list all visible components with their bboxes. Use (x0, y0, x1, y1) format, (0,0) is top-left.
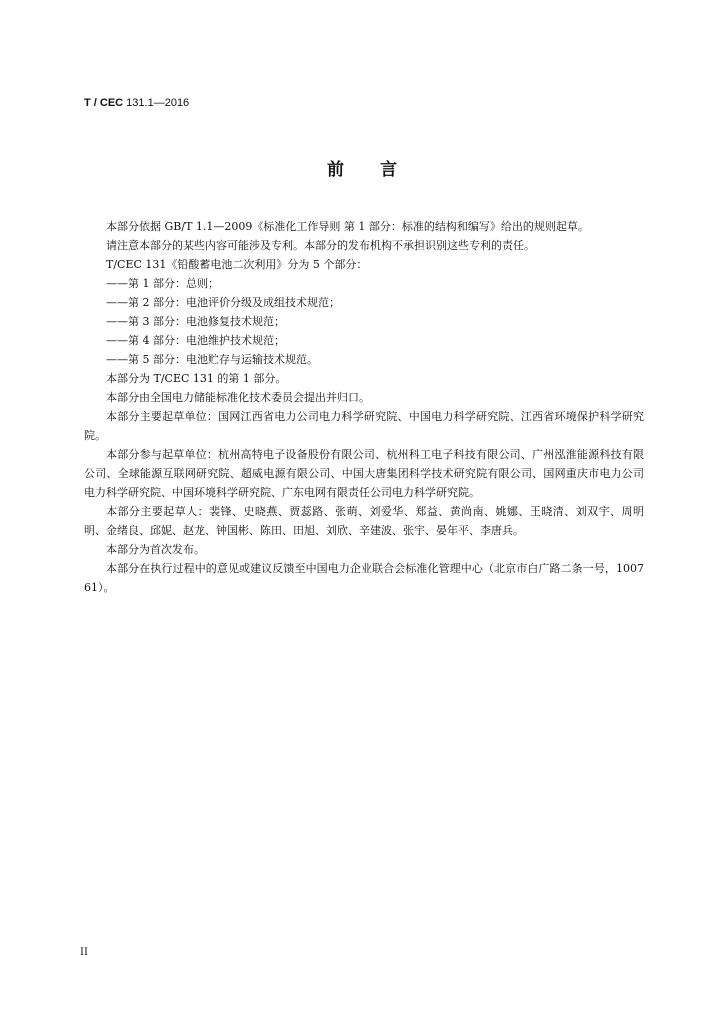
list-item: ——第 3 部分：电池修复技术规范； (106, 315, 285, 328)
paragraph-part-statement: 本部分为 T/CEC 131 的第 1 部分。 (106, 372, 287, 385)
list-item: ——第 1 部分：总则； (106, 277, 219, 290)
standard-prefix: T / CEC (84, 97, 124, 109)
paragraph-first-release: 本部分为首次发布。 (106, 543, 205, 556)
paragraph-patent-notice: 请注意本部分的某些内容可能涉及专利。本部分的发布机构不承担识别这些专利的责任。 (106, 239, 535, 252)
paragraph-drafting-basis: 本部分依据 GB/T 1.1—2009《标准化工作导则 第 1 部分：标准的结构和编写》给出的规则起草。 (106, 220, 589, 233)
paragraph-participating-orgs: 本部分参与起草单位：杭州高特电子设备股份有限公司、杭州科工电子科技有限公司、广州泓淮能源科技有限公司、全球能源互联网研究院、超威电源有限公司、中国大唐集团科学技术研究院有限公司、国网重庆市电力公司电力科学研究院、中国环境科学研究院、广东电网有限责任公司电力科学研究院。 (84, 448, 644, 499)
paragraph-main-drafters: 本部分主要起草人：裴锋、史晓燕、贾蕊路、张萌、刘爱华、郑益、黄尚南、姚娜、王晓清、刘双宇、周明明、金绪良、邱妮、赵龙、钟国彬、陈田、田旭、刘欣、辛建波、张宇、晏年平、李唐兵。 (84, 505, 644, 537)
paragraph-series-parts: T/CEC 131《铅酸蓄电池二次利用》分为 5 个部分： (106, 258, 368, 271)
list-item: ——第 2 部分：电池评价分级及成组技术规范； (106, 296, 340, 309)
paragraph-feedback: 本部分在执行过程中的意见或建议反馈至中国电力企业联合会标准化管理中心（北京市白广路二条一号，100761）。 (84, 562, 644, 594)
page-number: II (80, 947, 88, 958)
page-title: 前言 (327, 160, 433, 180)
foreword-body (84, 217, 644, 597)
paragraph-main-drafters-org: 本部分主要起草单位：国网江西省电力公司电力科学研究院、中国电力科学研究院、江西省环境保护科学研究院。 (84, 410, 644, 442)
list-item: ——第 4 部分：电池维护技术规范； (106, 334, 285, 347)
standard-number (84, 96, 189, 110)
standard-code: 131.1—2016 (123, 97, 190, 109)
list-item: ——第 5 部分：电池贮存与运输技术规范。 (106, 353, 318, 366)
paragraph-proposer: 本部分由全国电力储能标准化技术委员会提出并归口。 (106, 391, 370, 404)
